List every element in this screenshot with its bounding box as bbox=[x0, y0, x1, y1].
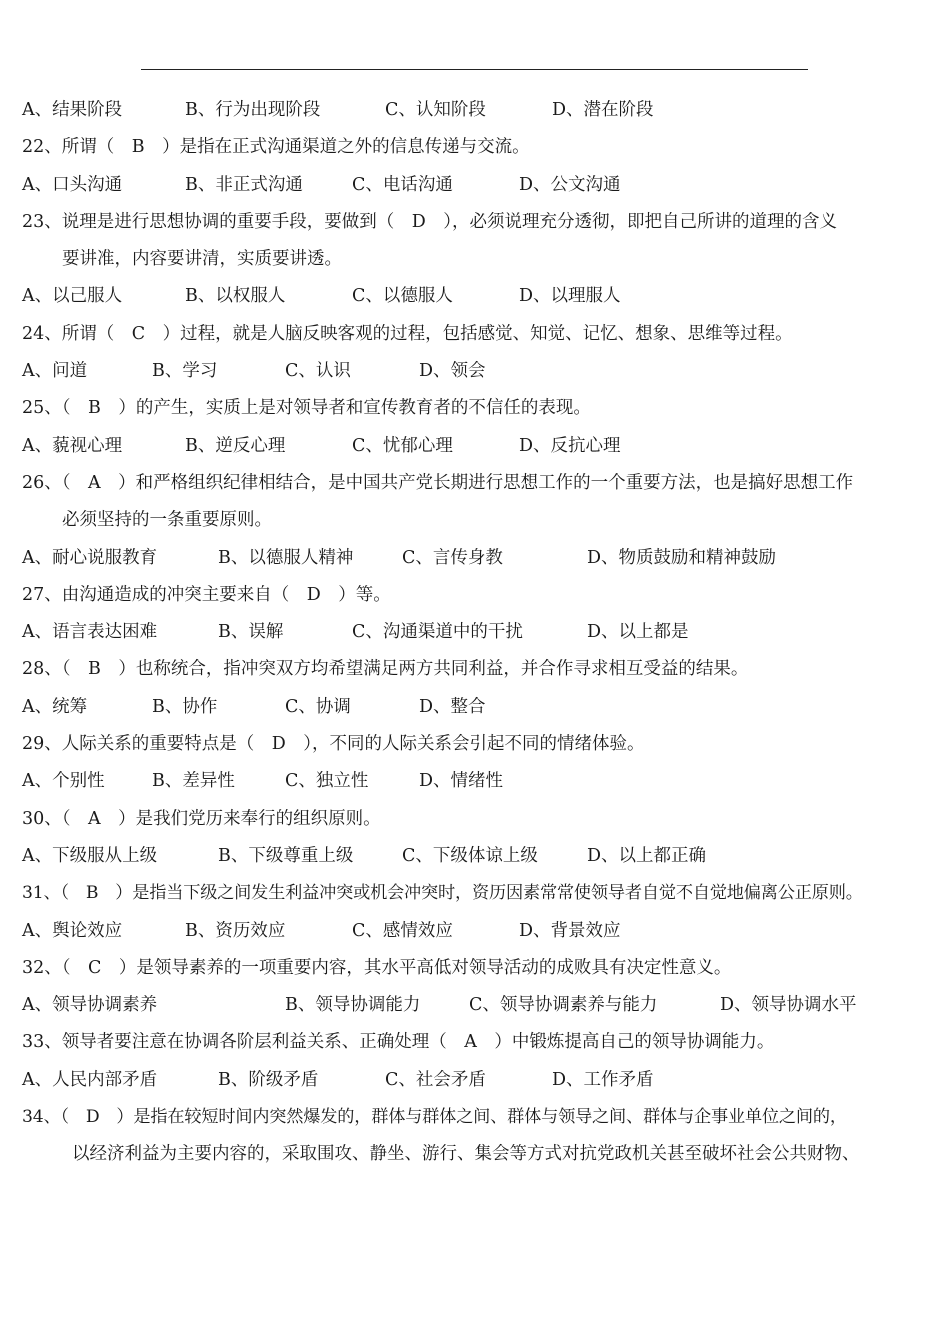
option-c: C、沟通渠道中的干扰 bbox=[352, 622, 523, 643]
option-c: C、忧郁心理 bbox=[352, 435, 453, 456]
option-b: B、学习 bbox=[152, 361, 218, 382]
options-row-31 bbox=[22, 917, 947, 954]
option-c: C、协调 bbox=[285, 696, 351, 717]
options-row-26 bbox=[22, 544, 947, 581]
option-b: B、资历效应 bbox=[185, 920, 286, 941]
option-c: C、认知阶段 bbox=[385, 100, 486, 120]
question-26-cont: 必须坚持的一条重要原则。 bbox=[62, 510, 272, 531]
option-c: C、言传身教 bbox=[402, 547, 503, 568]
question-24: 24、所谓（ C ）过程，就是人脑反映客观的过程，包括感觉、知觉、记忆、想象、思维等过程。 bbox=[22, 323, 793, 344]
options-row-29 bbox=[22, 767, 947, 804]
option-c: C、下级体谅上级 bbox=[402, 845, 538, 866]
option-c: C、认识 bbox=[285, 361, 351, 382]
option-a: A、问道 bbox=[22, 361, 88, 382]
option-c: C、电话沟通 bbox=[352, 174, 453, 195]
option-a: A、人民内部矛盾 bbox=[22, 1069, 158, 1090]
option-a: A、舆论效应 bbox=[22, 920, 123, 941]
question-34-cont: 以经济利益为主要内容的，采取围攻、静坐、游行、集会等方式对抗党政机关甚至破坏社会公共财物、 bbox=[72, 1144, 860, 1165]
question-list bbox=[22, 96, 947, 1178]
question-26: 26、（ A ）和严格组织纪律相结合，是中国共产党长期进行思想工作的一个重要方法，也是搞好思想工作 bbox=[22, 472, 854, 493]
option-a: A、结果阶段 bbox=[22, 100, 123, 120]
option-d: D、工作矛盾 bbox=[552, 1069, 654, 1090]
options-row-30 bbox=[22, 842, 947, 879]
option-d: D、以理服人 bbox=[519, 286, 621, 307]
option-b: B、差异性 bbox=[152, 771, 235, 792]
option-d: D、领导协调水平 bbox=[720, 995, 857, 1016]
option-b: B、领导协调能力 bbox=[285, 995, 421, 1016]
option-b: B、下级尊重上级 bbox=[218, 845, 354, 866]
question-29: 29、人际关系的重要特点是（ D ），不同的人际关系会引起不同的情绪体验。 bbox=[22, 734, 645, 755]
option-a: A、藐视心理 bbox=[22, 435, 123, 456]
option-a: A、领导协调素养 bbox=[22, 995, 158, 1016]
question-23: 23、说理是进行思想协调的重要手段，要做到（ D ），必须说理充分透彻，即把自己所讲的道理的含义 bbox=[22, 211, 838, 232]
options-row-25 bbox=[22, 432, 947, 469]
question-28: 28、（ B ）也称统合，指冲突双方均希望满足两方共同利益，并合作寻求相互受益的结果。 bbox=[22, 659, 749, 680]
option-d: D、领会 bbox=[419, 361, 486, 382]
option-b: B、以德服人精神 bbox=[218, 547, 354, 568]
question-22: 22、所谓（ B ）是指在正式沟通渠道之外的信息传递与交流。 bbox=[22, 137, 530, 158]
option-b: B、以权服人 bbox=[185, 286, 286, 307]
options-row-28 bbox=[22, 693, 947, 730]
option-d: D、公文沟通 bbox=[519, 174, 621, 195]
question-30: 30、（ A ）是我们党历来奉行的组织原则。 bbox=[22, 808, 381, 829]
option-b: B、行为出现阶段 bbox=[185, 100, 321, 120]
option-d: D、以上都正确 bbox=[587, 845, 707, 866]
option-b: B、逆反心理 bbox=[185, 435, 286, 456]
option-c: C、社会矛盾 bbox=[385, 1069, 486, 1090]
option-d: D、背景效应 bbox=[519, 920, 621, 941]
option-d: D、情绪性 bbox=[419, 771, 504, 792]
option-a: A、语言表达困难 bbox=[22, 622, 158, 643]
header-rule bbox=[141, 69, 808, 70]
option-d: D、以上都是 bbox=[587, 622, 689, 643]
question-33: 33、领导者要注意在协调各阶层利益关系、正确处理（ A ）中锻炼提高自己的领导协调能力。 bbox=[22, 1032, 775, 1053]
options-row-33 bbox=[22, 1066, 947, 1103]
option-c: C、领导协调素养与能力 bbox=[469, 995, 658, 1016]
option-b: B、协作 bbox=[152, 696, 218, 717]
question-32: 32、（ C ）是领导素养的一项重要内容，其水平高低对领导活动的成败具有决定性意义。 bbox=[22, 957, 732, 978]
option-d: D、潜在阶段 bbox=[552, 100, 654, 120]
option-c: C、独立性 bbox=[285, 771, 369, 792]
option-b: B、误解 bbox=[218, 622, 284, 643]
options-row-27 bbox=[22, 618, 947, 655]
option-d: D、反抗心理 bbox=[519, 435, 621, 456]
question-25: 25、（ B ）的产生，实质上是对领导者和宣传教育者的不信任的表现。 bbox=[22, 398, 591, 419]
option-a: A、统筹 bbox=[22, 696, 88, 717]
question-31: 31、（ B ）是指当下级之间发生利益冲突或机会冲突时，资历因素常常使领导者自觉不自觉地偏离公正原则。 bbox=[22, 883, 863, 904]
options-row-23 bbox=[22, 282, 947, 319]
option-a: A、耐心说服教育 bbox=[22, 547, 158, 568]
option-b: B、非正式沟通 bbox=[185, 174, 303, 195]
option-d: D、物质鼓励和精神鼓励 bbox=[587, 547, 777, 568]
question-23-cont: 要讲准，内容要讲清，实质要讲透。 bbox=[62, 249, 342, 270]
option-b: B、阶级矛盾 bbox=[218, 1069, 319, 1090]
options-row-22 bbox=[22, 171, 947, 208]
question-27: 27、由沟通造成的冲突主要来自（ D ）等。 bbox=[22, 584, 391, 605]
option-a: A、口头沟通 bbox=[22, 174, 123, 195]
option-c: C、以德服人 bbox=[352, 286, 453, 307]
option-a: A、以己服人 bbox=[22, 286, 123, 307]
option-c: C、感情效应 bbox=[352, 920, 453, 941]
option-a: A、个别性 bbox=[22, 771, 105, 792]
option-d: D、整合 bbox=[419, 696, 486, 717]
options-row-32 bbox=[22, 991, 947, 1028]
question-34: 34、（ D ）是指在较短时间内突然爆发的，群体与群体之间、群体与领导之间、群体与企事业单位之间的， bbox=[22, 1107, 847, 1128]
option-a: A、下级服从上级 bbox=[22, 845, 158, 866]
options-row-24 bbox=[22, 357, 947, 394]
options-row-21 bbox=[22, 96, 947, 133]
